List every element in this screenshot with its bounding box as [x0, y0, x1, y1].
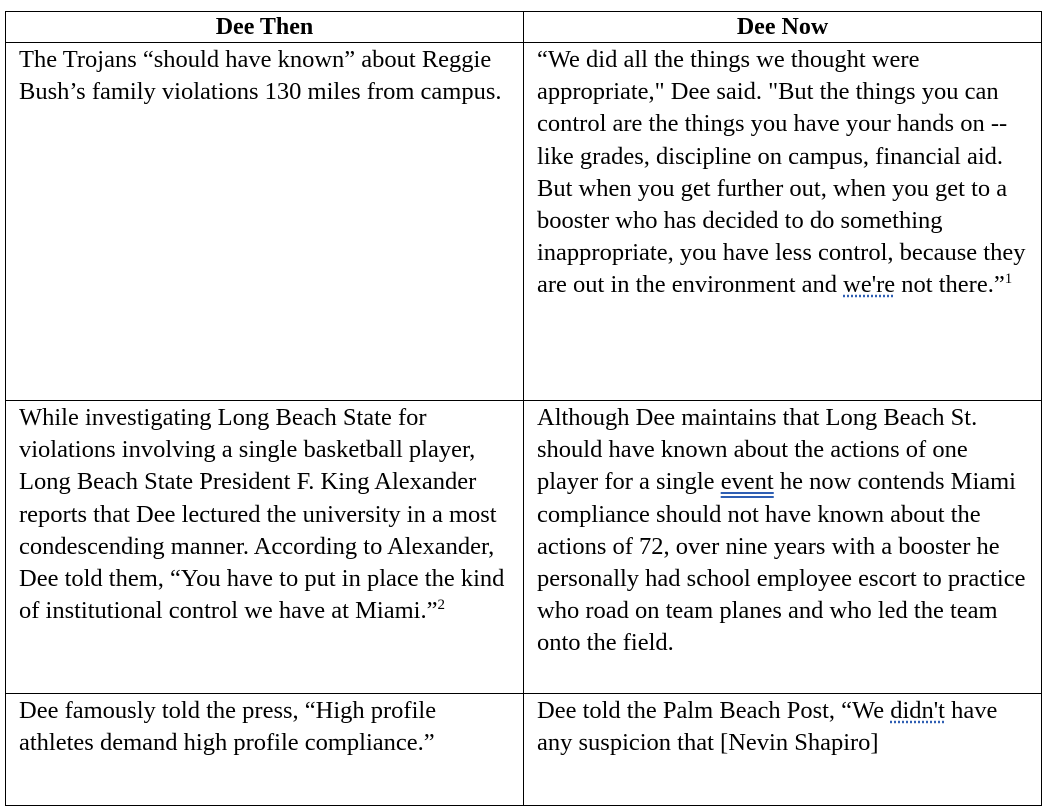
table-row [6, 694, 1042, 806]
now-text-end: he now contends Miami compliance should not have known about the actions of 72, over nine years with a booster he personally had school employee escort to practice who road on team planes and who led the team onto the field. [537, 468, 1026, 657]
now-text: Dee told the Palm Beach Post, “We [537, 697, 891, 724]
comparison-table [5, 11, 1042, 806]
now-text-end: not there.” [895, 271, 1005, 299]
now-text-end: have any suspicion that [Nevin Shapiro] [537, 697, 998, 757]
then-text: The Trojans “should have known” about Reggie Bush’s family violations 130 miles from campus. [19, 46, 502, 106]
header-dee-then: Dee Then [6, 12, 524, 43]
now-text: “We did all the things we thought were appropriate," Dee said. "But the things you can control are the things you have your hands on -- like grades, discipline on campus, financial aid. But when you get further out, when you get to a booster who has decided to do something inappropriate, you have less control, because they are out in the environment and [537, 46, 1026, 299]
then-cell [6, 401, 524, 694]
then-cell [6, 694, 524, 806]
spellcheck-flagged-word[interactable]: didn't [890, 697, 945, 724]
footnote-reference[interactable]: 2 [437, 597, 445, 614]
table-row [6, 43, 1042, 401]
then-text: Dee famously told the press, “High profile athletes demand high profile compliance.” [19, 697, 437, 757]
table-row [6, 401, 1042, 694]
header-dee-now: Dee Now [524, 12, 1042, 43]
header-row [6, 12, 1042, 43]
grammar-flagged-word[interactable]: event [720, 468, 774, 496]
now-cell [524, 43, 1042, 401]
now-cell [524, 694, 1042, 806]
footnote-reference[interactable]: 1 [1004, 271, 1013, 288]
spellcheck-flagged-word[interactable]: we're [843, 271, 896, 299]
now-cell [524, 401, 1042, 694]
now-text: Although Dee maintains that Long Beach St. should have known about the actions of one player for a single [537, 404, 978, 496]
then-cell [6, 43, 524, 401]
then-text: While investigating Long Beach State for violations involving a single basketball player, Long Beach State President F. King Alexander reports that Dee lectured the university in a most condescending manner. According to Alexander, Dee told them, “You have to put in place the kind of institutional control we have at Miami.” [19, 404, 505, 625]
